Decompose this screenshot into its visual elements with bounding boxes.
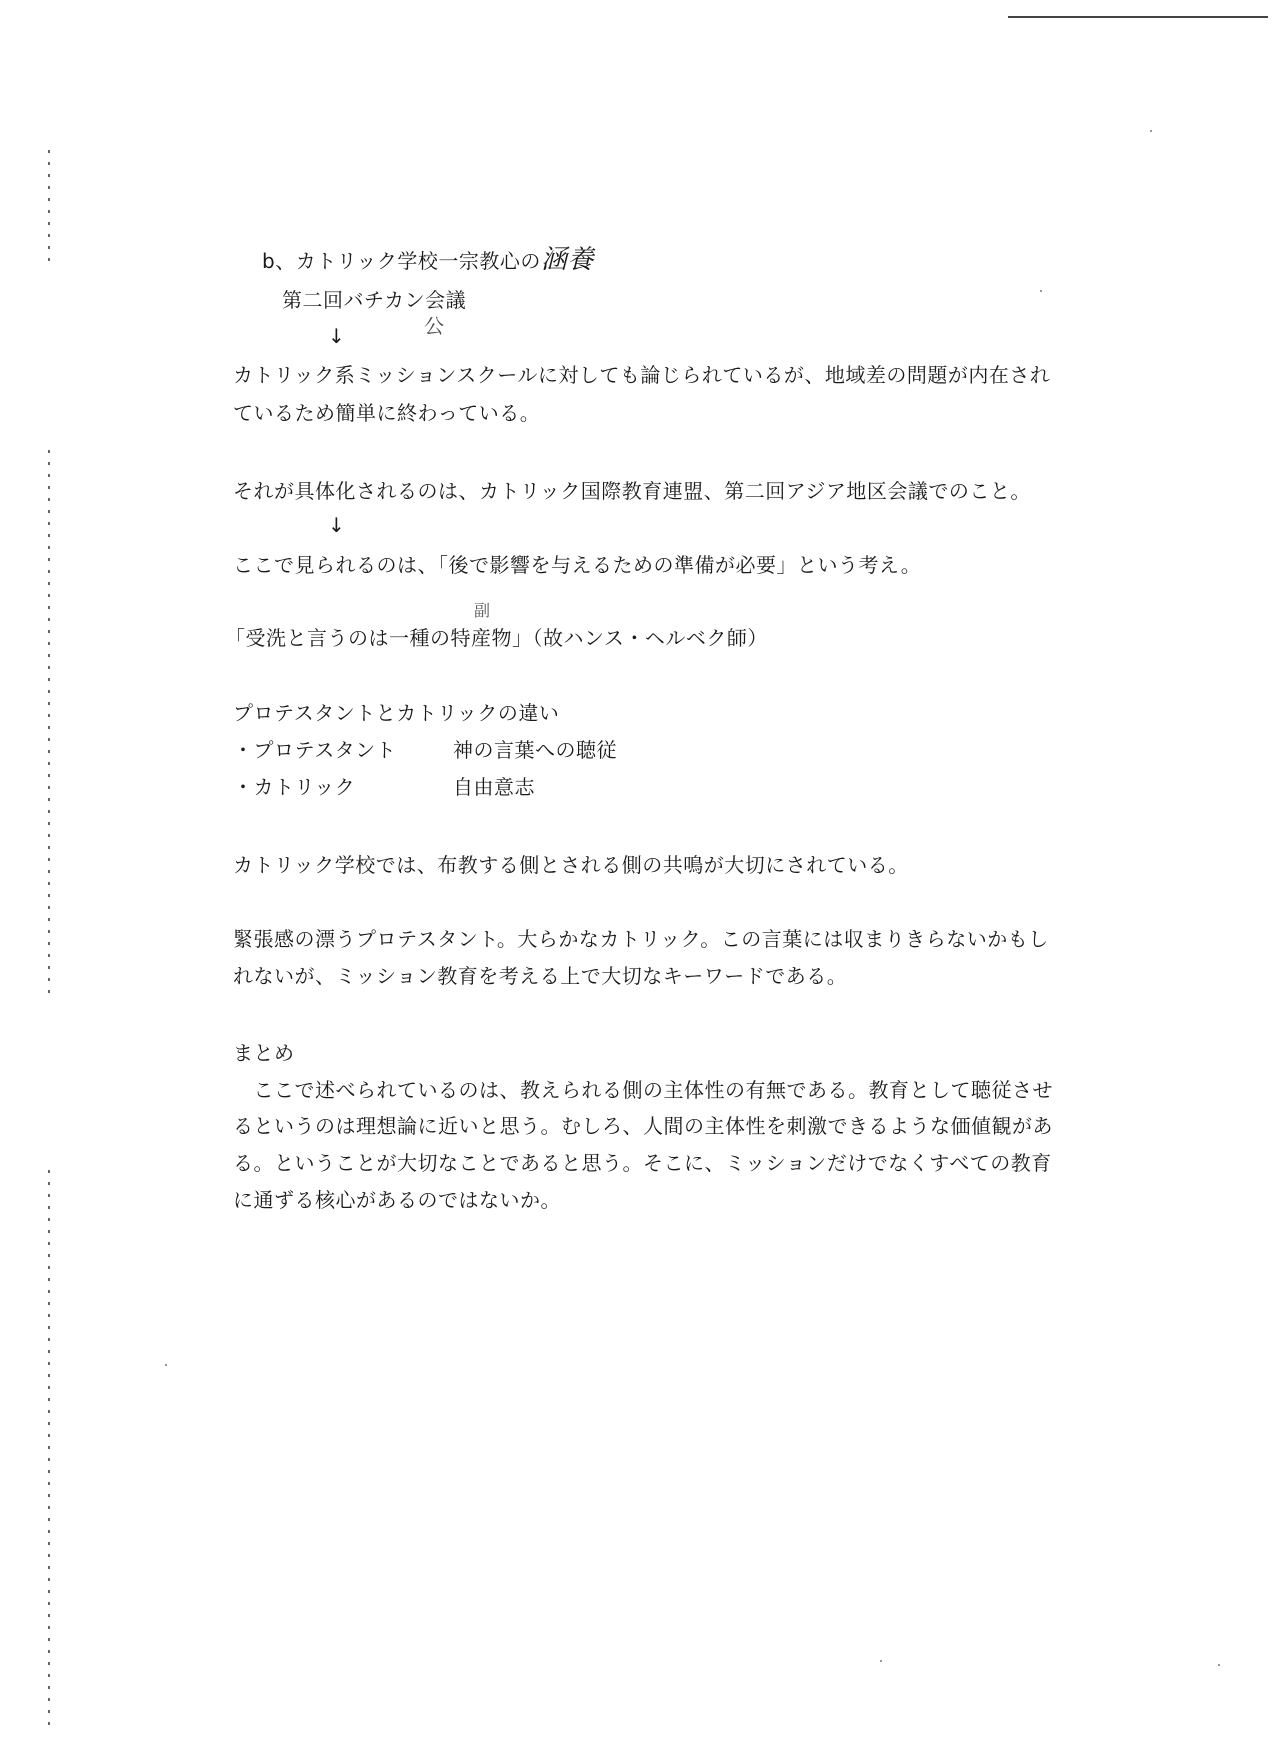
paragraph-line: それが具体化されるのは、カトリック国際教育連盟、第二回アジア地区会議でのこと。 bbox=[233, 479, 1031, 503]
scan-speck bbox=[1040, 290, 1042, 292]
down-arrow-icon: ↓ bbox=[328, 513, 345, 537]
summary-line: ここで述べられているのは、教えられる側の主体性の有無である。教育として聴従させ bbox=[233, 1078, 1053, 1102]
summary-title: まとめ bbox=[233, 1041, 295, 1065]
binding-marks bbox=[48, 450, 50, 1000]
scan-speck bbox=[165, 1364, 167, 1366]
paragraph-line: 緊張感の漂うプロテスタント。大らかなカトリック。この言葉には収まりきらないかもし bbox=[233, 927, 1049, 951]
heading-label: b、カトリック学校一宗教心の bbox=[262, 249, 541, 273]
difference-value: 自由意志 bbox=[453, 775, 535, 799]
summary-line: る。ということが大切なことであると思う。そこに、ミッションだけでなくすべての教育 bbox=[233, 1151, 1052, 1175]
difference-item-catholic bbox=[233, 774, 535, 800]
handwritten-annotation: 副 bbox=[474, 601, 491, 620]
difference-name: ・カトリック bbox=[233, 775, 356, 799]
vatican-council-label: 第二回バチカン会議 bbox=[282, 288, 467, 312]
paragraph-line: ているため簡単に終わっている。 bbox=[233, 401, 541, 425]
differences-title: プロテスタントとカトリックの違い bbox=[233, 701, 560, 725]
quote-line: 「受洗と言うのは一種の特産物」（故ハンス・ヘルベク師） bbox=[225, 626, 768, 650]
paragraph-line: ここで見られるのは、「後で影響を与えるための準備が必要」という考え。 bbox=[233, 553, 922, 577]
difference-value: 神の言葉への聴従 bbox=[453, 738, 617, 762]
scan-speck bbox=[1150, 130, 1152, 132]
binding-marks bbox=[48, 150, 50, 270]
paragraph-line: れないが、ミッション教育を考える上で大切なキーワードである。 bbox=[233, 964, 848, 988]
difference-name: ・プロテスタント bbox=[233, 738, 397, 762]
binding-marks bbox=[48, 1170, 50, 1730]
scan-speck bbox=[1218, 1664, 1220, 1666]
difference-item-protestant bbox=[233, 737, 617, 763]
paragraph-line: カトリック学校では、布教する側とされる側の共鳴が大切にされている。 bbox=[233, 853, 909, 877]
scan-speck bbox=[880, 1660, 882, 1662]
handwritten-correction: 涵養 bbox=[540, 245, 594, 275]
handwritten-annotation: 公 bbox=[424, 314, 444, 338]
summary-line: に通ずる核心があるのではないか。 bbox=[233, 1188, 561, 1212]
section-heading bbox=[262, 247, 594, 274]
paragraph-line: カトリック系ミッションスクールに対しても論じられているが、地域差の問題が内在され bbox=[233, 363, 1051, 387]
top-rule bbox=[1008, 16, 1268, 18]
down-arrow-icon: ↓ bbox=[328, 324, 345, 348]
summary-line: るというのは理想論に近いと思う。むしろ、人間の主体性を刺激できるような価値観があ bbox=[233, 1114, 1053, 1138]
